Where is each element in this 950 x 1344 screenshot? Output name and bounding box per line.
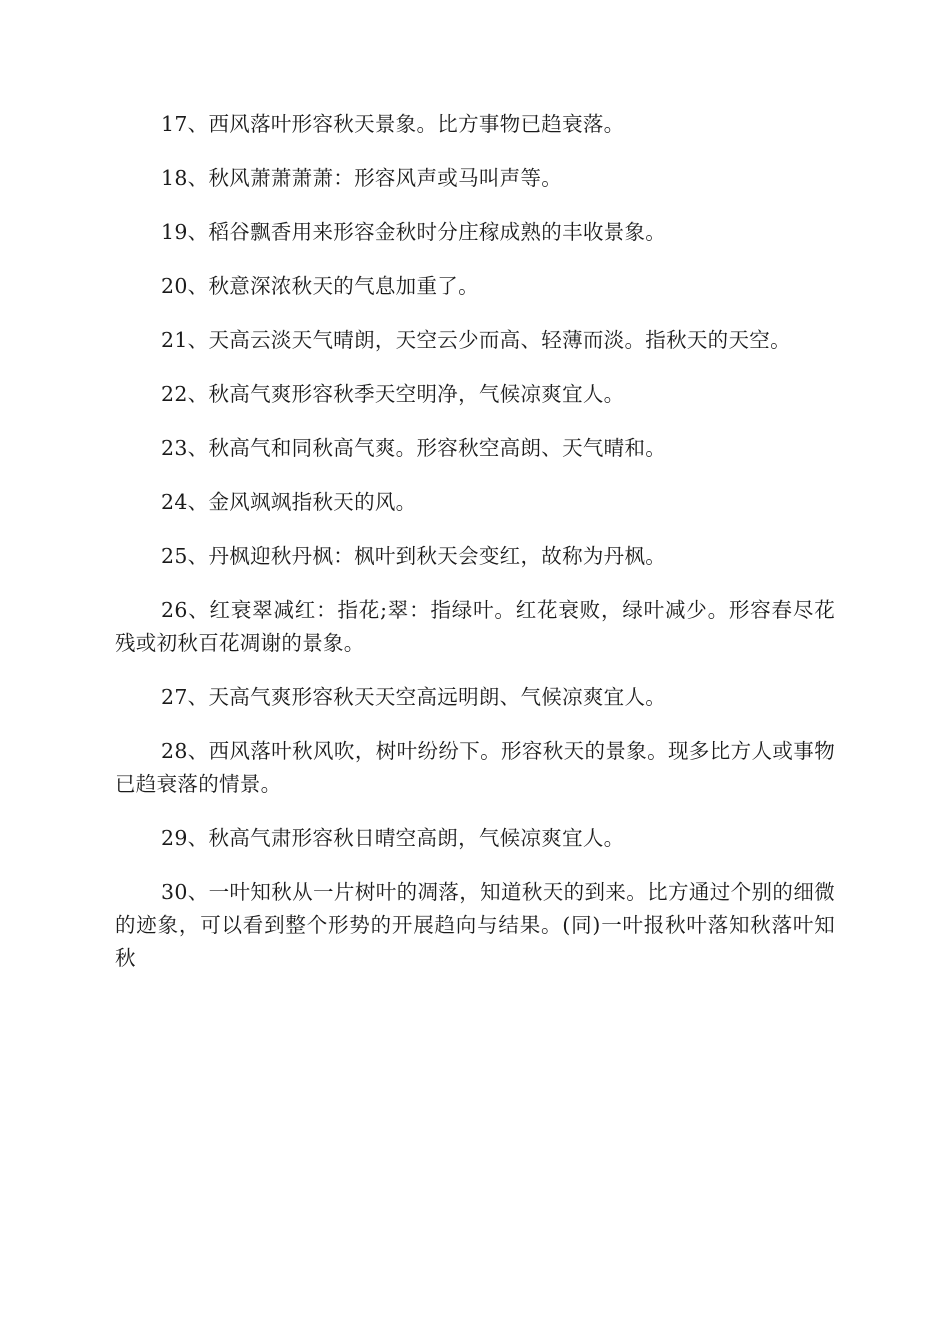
paragraph-21: 21、天高云淡天气晴朗，天空云少而高、轻薄而淡。指秋天的天空。 [161, 328, 791, 352]
paragraph-24: 24、金风飒飒指秋天的风。 [161, 490, 417, 514]
paragraph-23: 23、秋高气和同秋高气爽。形容秋空高朗、天气晴和。 [161, 436, 667, 460]
paragraph-18: 18、秋风萧萧萧萧：形容风声或马叫声等。 [161, 166, 563, 190]
paragraph-26: 26、红衰翠减红：指花;翠：指绿叶。红花衰败，绿叶减少。形容春尽花残或初秋百花凋谢的景象。 [115, 598, 835, 655]
paragraph-28: 28、西风落叶秋风吹，树叶纷纷下。形容秋天的景象。现多比方人或事物已趋衰落的情景。 [115, 739, 835, 796]
paragraph-29: 29、秋高气肃形容秋日晴空高朗，气候凉爽宜人。 [161, 826, 625, 850]
paragraph-17: 17、西风落叶形容秋天景象。比方事物已趋衰落。 [161, 112, 625, 136]
paragraph-27: 27、天高气爽形容秋天天空高远明朗、气候凉爽宜人。 [161, 685, 667, 709]
paragraph-25: 25、丹枫迎秋丹枫：枫叶到秋天会变红，故称为丹枫。 [161, 544, 667, 568]
paragraph-20: 20、秋意深浓秋天的气息加重了。 [161, 274, 479, 298]
document-body [115, 108, 835, 996]
paragraph-19: 19、稻谷飘香用来形容金秋时分庄稼成熟的丰收景象。 [161, 220, 667, 244]
paragraph-22: 22、秋高气爽形容秋季天空明净，气候凉爽宜人。 [161, 382, 625, 406]
paragraph-30: 30、一叶知秋从一片树叶的凋落，知道秋天的到来。比方通过个别的细微的迹象，可以看到整个形势的开展趋向与结果。(同)一叶报秋叶落知秋落叶知秋 [115, 880, 835, 970]
